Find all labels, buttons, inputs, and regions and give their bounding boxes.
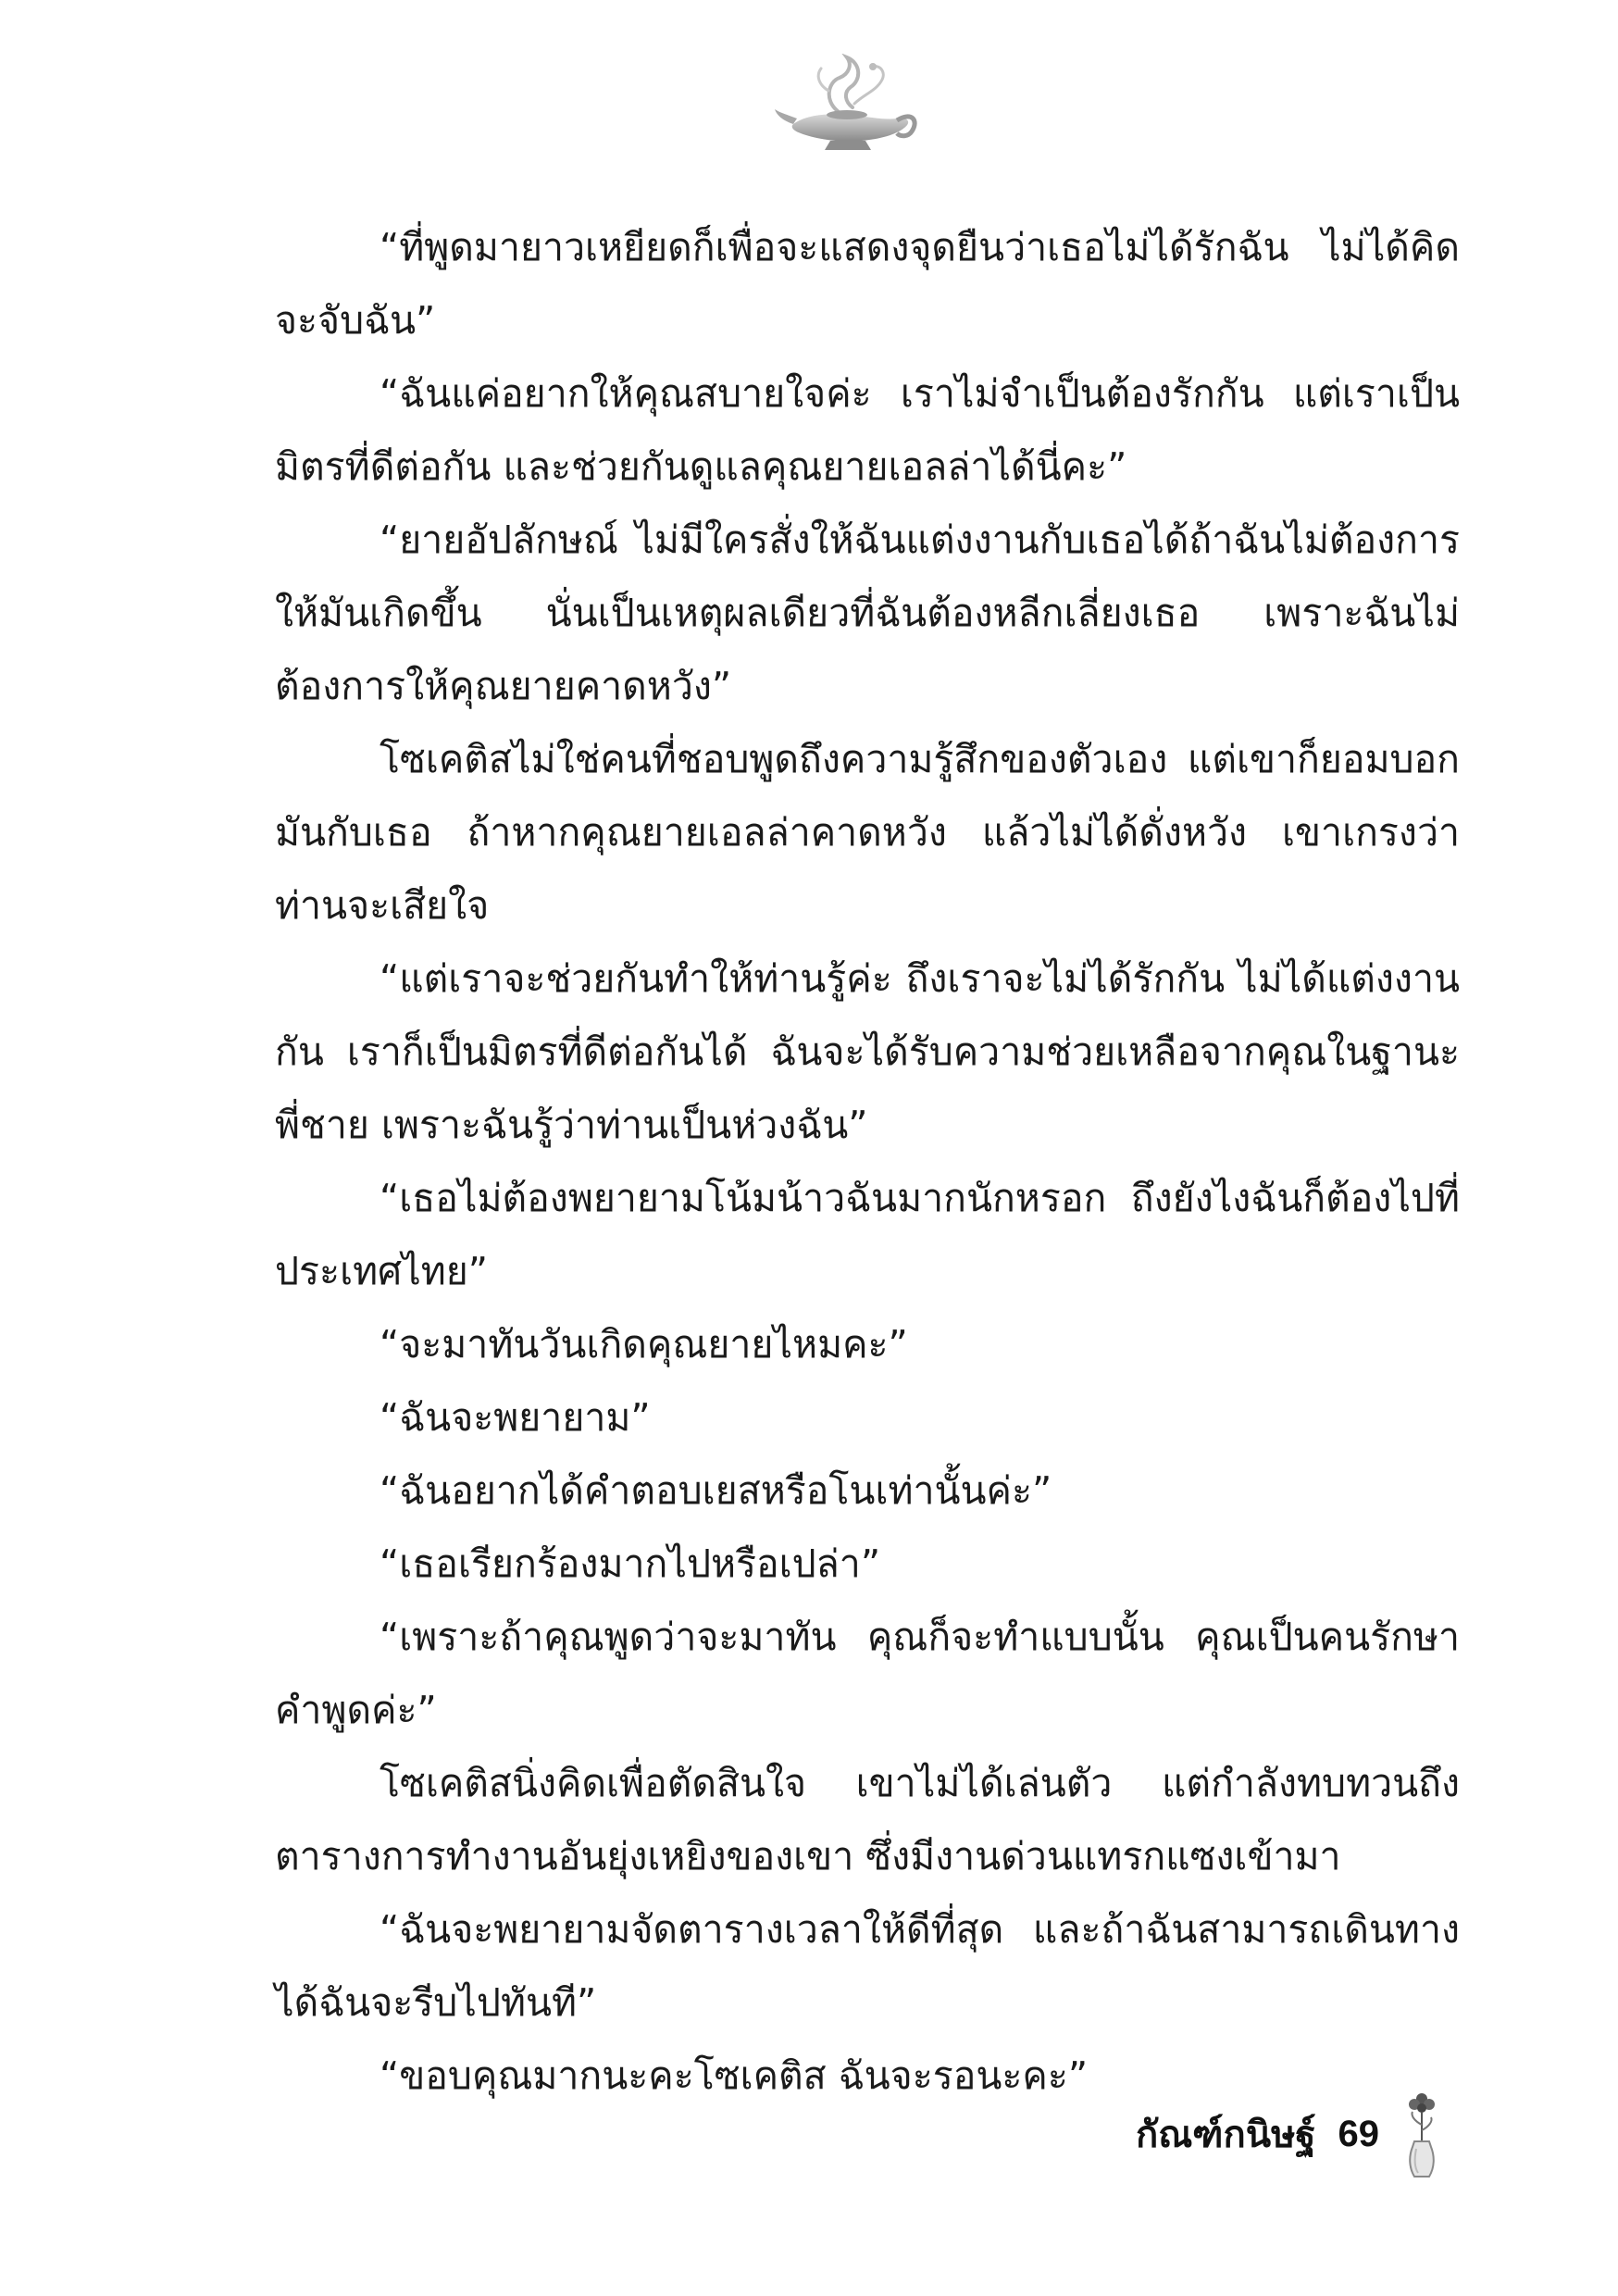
paragraph: “เพราะถ้าคุณพูดว่าจะมาทัน คุณก็จะทำแบบนั้น คุณเป็นคนรักษาคำพูดค่ะ” [275,1615,1460,1732]
page-number: 69 [1338,2113,1379,2154]
paragraph: “ยายอัปลักษณ์ ไม่มีใครสั่งให้ฉันแต่งงานกับเธอได้ถ้าฉันไม่ต้องการให้มันเกิดขึ้น นั่นเป็นเหตุผลเดียวที่ฉันต้องหลีกเลี่ยงเธอ เพราะฉันไม่ต้องการให้คุณยายคาดหวัง” [275,518,1460,708]
paragraph: “ฉันจะพยายาม” [380,1395,651,1440]
paragraph: “ฉันจะพยายามจัดตารางเวลาให้ดีที่สุด และถ้าฉันสามารถเดินทางได้ฉันจะรีบไปทันที” [275,1907,1460,2025]
book-title: กัณฑ์กนิษฐ์ [1135,2114,1316,2156]
paragraph: “ฉันอยากได้คำตอบเยสหรือโนเท่านั้นค่ะ” [380,1468,1052,1513]
paragraph: “แต่เราจะช่วยกันทำให้ท่านรู้ค่ะ ถึงเราจะไม่ได้รักกัน ไม่ได้แต่งงานกัน เราก็เป็นมิตรที่ดีต่อกันได้ ฉันจะได้รับความช่วยเหลือจากคุณในฐานะพี่ชาย เพราะฉันรู้ว่าท่านเป็นห่วงฉัน” [275,956,1460,1147]
paragraph: “เธอไม่ต้องพยายามโน้มน้าวฉันมากนักหรอก ถึงยังไงฉันก็ต้องไปที่ประเทศไทย” [275,1176,1460,1293]
paragraph: โซเคติสไม่ใช่คนที่ชอบพูดถึงความรู้สึกของตัวเอง แต่เขาก็ยอมบอกมันกับเธอ ถ้าหากคุณยายเอลล่าคาดหวัง แล้วไม่ได้ดั่งหวัง เขาเกรงว่าท่านจะเสียใจ [275,737,1460,928]
paragraph: “จะมาทันวันเกิดคุณยายไหมคะ” [380,1322,908,1366]
paragraph: โซเคติสนิ่งคิดเพื่อตัดสินใจ เขาไม่ได้เล่นตัว แต่กำลังทบทวนถึงตารางการทำงานอันยุ่งเหยิงของเขา ซึ่งมีงานด่วนแทรกแซงเข้ามา [275,1761,1460,1878]
flower-vase-icon [1401,2088,1442,2180]
paragraph: “ขอบคุณมากนะคะโซเคติส ฉันจะรอนะคะ” [380,2053,1089,2098]
body-text [275,211,1460,2113]
paragraph: “ฉันแค่อยากให้คุณสบายใจค่ะ เราไม่จำเป็นต้องรักกัน แต่เราเป็นมิตรที่ดีต่อกัน และช่วยกันดูแลคุณยายเอลล่าได้นี่คะ” [275,371,1460,489]
paragraph: “ที่พูดมายาวเหยียดก็เพื่อจะแสดงจุดยืนว่าเธอไม่ได้รักฉัน ไม่ได้คิดจะจับฉัน” [275,225,1460,343]
paragraph: “เธอเรียกร้องมากไปหรือเปล่า” [380,1541,881,1586]
page-footer [1136,2088,1442,2180]
magic-lamp-icon [773,54,921,156]
